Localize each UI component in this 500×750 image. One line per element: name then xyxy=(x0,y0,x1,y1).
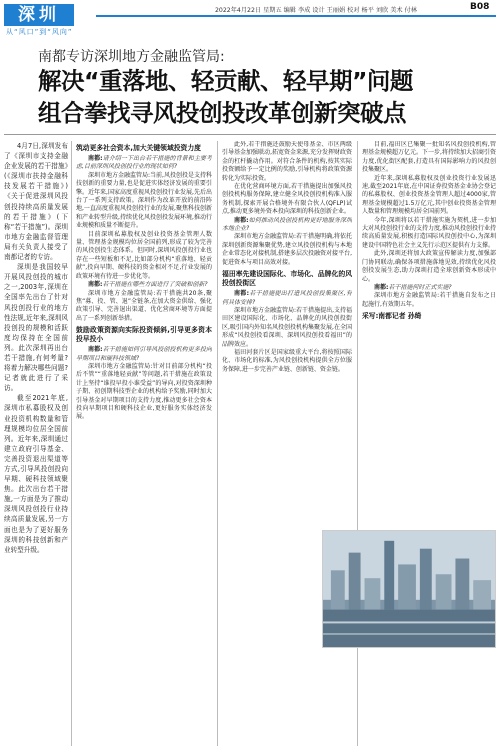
article-photo xyxy=(322,530,496,648)
answer-paragraph: 目前深圳私募股权及创业投资基金管理人数量、管理基金规模均位居全国前列,形成了较为完善的风投创投生态体系。但同时,深圳风投创投行业也存在一些短板和不足,比如部分机构“重落地、轻贡献”,投向早期、硬科技的资金相对不足,行业发展的政策环境有待进一步优化等。 xyxy=(76,230,212,280)
subheading: 福田率先建设国际化、市场化、品牌化的风投创投街区 xyxy=(222,270,352,288)
section-logo xyxy=(4,4,74,26)
title-rule xyxy=(4,134,496,135)
byline: 采写:南都记者 孙绮 xyxy=(362,312,422,321)
answer-paragraph: 近年来,深圳私募股权及创业投资行业发展迅速,截至2021年底,在中国证券投资基金业协会登记的私募股权、创业投资基金管理人超过4000家,管理基金规模超过1.5万亿元,其中创业投资基金管理人数量和管理规模均居全国前列。 xyxy=(362,174,496,216)
lead-paragraph: 截至2021年底,深圳市私募股权及创业投资机构数量和管理规模均位居全国前列。近年来,深圳通过建立政府引导基金、完善投资退出渠道等方式,引导风投创投向早期、硬科技领域聚焦。此次出台若干措施,一方面是为了推动深圳风投创投行业持续高质量发展,另一方面也是为了更好服务深圳的科技创新和产业转型升级。 xyxy=(4,394,68,554)
answer-paragraph: 此外,若干措施还鼓励天使母基金、市区两级引导基金加强联动,拓宽资金来源,充分发挥财政资金的杠杆撬动作用。对符合条件的机构,按其实际投资额给予一定比例的奖励,引导机构将政策资源转化为实际投资。 xyxy=(222,141,352,182)
question-label: 南都: xyxy=(88,346,103,354)
section-brand xyxy=(0,0,96,38)
lead-paragraph: 深圳是我国较早开展风投创投的城市之一,2003年,深圳在全国率先出台了针对风投创投行业的地方性法规,近年来,深圳风投创投的规模和活跃度均保持在全国前列。此次深圳再出台若干措施,有何考量?将着力解决哪些问题?记者就此进行了采访。 xyxy=(4,263,68,393)
issue-meta: 2022年4月22日 星期五 编辑 李成 设计 王丽娟 校对 杨平 刘欣 美术 付林 xyxy=(215,7,417,14)
page-number: B08 xyxy=(470,2,490,12)
article-column-3 xyxy=(222,141,352,746)
question-label: 南都: xyxy=(88,155,103,162)
masthead xyxy=(0,0,500,40)
answer-paragraph: 深圳市地方金融监管局:若干措施明确,将依托深圳创新资源集聚优势,建立风投创投机构与本地企业常态化对接机制,搭建多层次投融资对接平台,促进资本与项目高效对接。 xyxy=(222,233,352,266)
article-column-4 xyxy=(362,141,496,746)
column-divider xyxy=(71,141,72,746)
answer-paragraph: 深圳市地方金融监管局:针对目前部分机构“投后不管”“重落地轻贡献”等问题,若干措施在政策设计上坚持“谁投早投小谁受益”的导向,对投资深圳种子期、初创期科技型企业的机构给予奖励,同时加大引导基金对早期项目的支持力度,推动更多社会资本投向早期项目和硬科技企业,更好服务实体经济发展。 xyxy=(76,362,212,421)
subheading: 筑动更多社会资本,加大关键领域投资力度 xyxy=(76,144,201,152)
answer-paragraph: 目前,福田区已集聚一批知名风投创投机构,管理基金规模超万亿元。下一步,将持续加大招商引资力度,优化街区配套,打造具有国际影响力的风投创投集聚区。 xyxy=(362,141,496,174)
question-text: 如何推动风投创投机构更好地服务深圳本地企业? xyxy=(222,216,352,233)
subheading: 鼓励政策资源向实际投资倾斜,引导更多资本投早投小 xyxy=(76,326,212,344)
column-divider xyxy=(357,141,358,746)
question-text: 若干措施在哪些方面进行了突破和创新? xyxy=(102,281,208,289)
kicker: 南都专访深圳地方金融监管局: xyxy=(38,49,225,65)
answer-paragraph: 今年,深圳将以若干措施实施为契机,进一步加大对风投创投行业的支持力度,推动风投创投行业持续高质量发展,积极打造国际风投创投中心,为深圳建设中国特色社会主义先行示范区提供有力支撑。 xyxy=(362,216,496,249)
answer-paragraph: 深圳市地方金融监管局:若干措施提出,支持福田区建设国际化、市场化、品牌化的风投创投街区,吸引国内外知名风投创投机构集聚发展,在全国形成“风投创投看深圳、深圳风投创投看福田”的品牌效应。 xyxy=(222,306,352,348)
lead-column xyxy=(4,141,68,746)
question xyxy=(222,217,352,234)
article-column-2 xyxy=(76,141,212,746)
answer-paragraph: 深圳市地方金融监管局:当前,风投创投是支持科技创新的重要力量,也是促进实体经济发展的重要引擎。近年来,国家高度重视风投创投行业发展,先后出台了一系列支持政策。深圳作为改革开放的前沿阵地,一直高度重视风投创投行业的发展,聚焦科技创新和产业转型升级,持续优化风投创投发展环境,推动行业规模和质量不断提升。 xyxy=(76,171,212,230)
answer-paragraph: 此外,深圳还将加大政策宣传解读力度,加强部门协同联动,确保各项措施落地见效,持续优化风投创投发展生态,助力深圳打造全球创新资本形成中心。 xyxy=(362,250,496,283)
answer-paragraph: 深圳市地方金融监管局:若干措施自发布之日起施行,有效期五年。 xyxy=(362,292,496,308)
section-slogan: 从“风口”到“风向” xyxy=(6,28,73,36)
header-rule xyxy=(96,15,496,17)
question-text: 若干措施提出打造风投创投集聚区,有何具体安排? xyxy=(222,290,352,306)
question-text: 若干措施如何引导风投创投机构更多投向早期项目和硬科技领域? xyxy=(76,346,212,362)
question xyxy=(76,346,212,363)
question-label: 南都: xyxy=(234,290,249,298)
headline-line-2: 组合拳找寻风投创投改革创新突破点 xyxy=(38,99,406,127)
question-label: 南都: xyxy=(234,216,249,224)
question xyxy=(76,155,212,172)
answer-paragraph: 深圳市地方金融监管局:若干措施共20条,聚焦“募、投、管、退”全链条,在加大资金供给、强化政策引导、完善退出渠道、优化营商环境等方面提出了一系列创新举措。 xyxy=(76,289,212,322)
headline-line-1: 解决“重落地、轻贡献、轻早期”问题 xyxy=(38,67,413,95)
question-label: 南都: xyxy=(88,281,103,289)
question xyxy=(76,281,212,289)
column-divider xyxy=(217,141,218,746)
skyline-photo xyxy=(323,531,495,647)
lead-paragraph: 4月7日,深圳发布了《深圳市支持金融企业发展的若干措施》(《深圳市扶持金融科技发展若干措施》)《关于促进深圳风投创投持续高质量发展的若干措施》(下称“若干措施”)。深圳市地方金融监督管理局有关负责人接受了南都记者的专访。 xyxy=(4,142,68,262)
question-text: 请介绍一下出台若干措施的背景和主要考虑,目前深圳风投创投行业的现状如何? xyxy=(76,155,212,171)
question xyxy=(222,290,352,307)
answer-paragraph: 福田河套片区是国家级重大平台,将按照国际化、市场化的标准,为风投创投机构提供全方位服务保障,进一步完善产业链、创新链、资金链。 xyxy=(222,348,352,373)
question-text: 若干措施何时正式实施? xyxy=(388,283,452,291)
section-title: 深圳 xyxy=(18,5,60,25)
question-label: 南都: xyxy=(374,283,389,291)
answer-paragraph: 在优化营商环境方面,若干措施提出加强风投创投机构服务保障,建立健全风投创投机构准入服务机制,探索开展合格境外有限合伙人(QFLP)试点,推动更多境外资本投向深圳的科技创新企业。 xyxy=(222,183,352,216)
